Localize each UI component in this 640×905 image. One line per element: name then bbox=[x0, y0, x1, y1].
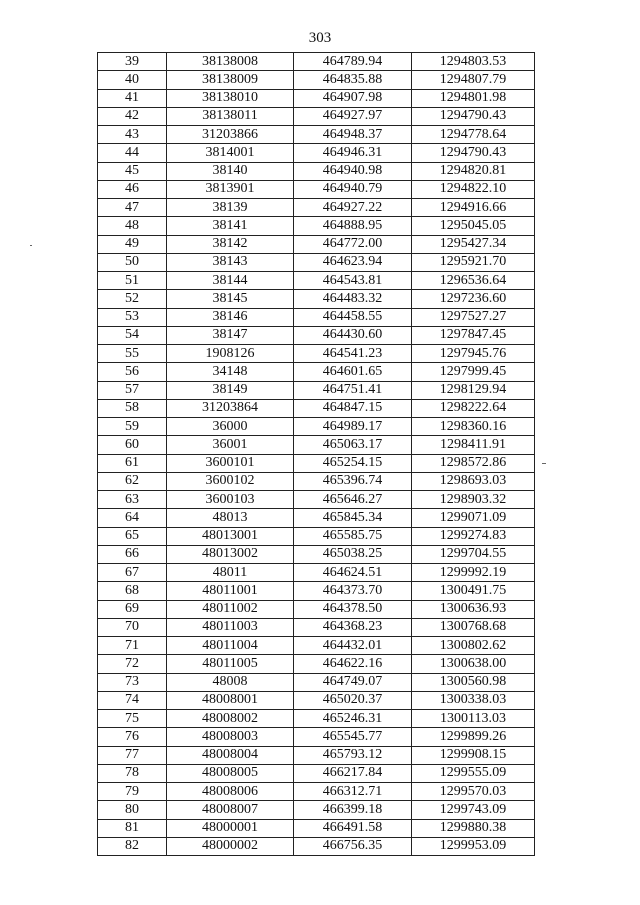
point-id-cell: 38144 bbox=[167, 272, 294, 290]
row-index-cell: 77 bbox=[98, 746, 167, 764]
row-index-cell: 42 bbox=[98, 107, 167, 125]
y-coordinate-cell: 1298360.16 bbox=[412, 418, 535, 436]
point-id-cell: 38142 bbox=[167, 235, 294, 253]
table-row bbox=[98, 673, 535, 691]
table-row bbox=[98, 381, 535, 399]
y-coordinate-cell: 1299570.03 bbox=[412, 783, 535, 801]
row-index-cell: 78 bbox=[98, 764, 167, 782]
y-coordinate-cell: 1299071.09 bbox=[412, 509, 535, 527]
row-index-cell: 73 bbox=[98, 673, 167, 691]
point-id-cell: 3600103 bbox=[167, 491, 294, 509]
x-coordinate-cell: 464940.98 bbox=[294, 162, 412, 180]
y-coordinate-cell: 1299743.09 bbox=[412, 801, 535, 819]
scan-speck bbox=[30, 245, 32, 246]
row-index-cell: 80 bbox=[98, 801, 167, 819]
point-id-cell: 31203864 bbox=[167, 399, 294, 417]
y-coordinate-cell: 1294820.81 bbox=[412, 162, 535, 180]
point-id-cell: 48008 bbox=[167, 673, 294, 691]
row-index-cell: 44 bbox=[98, 144, 167, 162]
x-coordinate-cell: 466312.71 bbox=[294, 783, 412, 801]
row-index-cell: 52 bbox=[98, 290, 167, 308]
y-coordinate-cell: 1300491.75 bbox=[412, 582, 535, 600]
row-index-cell: 45 bbox=[98, 162, 167, 180]
point-id-cell: 38147 bbox=[167, 326, 294, 344]
y-coordinate-cell: 1298411.91 bbox=[412, 436, 535, 454]
row-index-cell: 79 bbox=[98, 783, 167, 801]
row-index-cell: 60 bbox=[98, 436, 167, 454]
row-index-cell: 68 bbox=[98, 582, 167, 600]
x-coordinate-cell: 465020.37 bbox=[294, 691, 412, 709]
x-coordinate-cell: 464772.00 bbox=[294, 235, 412, 253]
point-id-cell: 48008005 bbox=[167, 764, 294, 782]
row-index-cell: 65 bbox=[98, 527, 167, 545]
x-coordinate-cell: 464907.98 bbox=[294, 89, 412, 107]
table-row bbox=[98, 728, 535, 746]
y-coordinate-cell: 1298572.86 bbox=[412, 454, 535, 472]
x-coordinate-cell: 465793.12 bbox=[294, 746, 412, 764]
point-id-cell: 38138011 bbox=[167, 107, 294, 125]
x-coordinate-cell: 464847.15 bbox=[294, 399, 412, 417]
row-index-cell: 70 bbox=[98, 618, 167, 636]
x-coordinate-cell: 464543.81 bbox=[294, 272, 412, 290]
table-row bbox=[98, 272, 535, 290]
y-coordinate-cell: 1294803.53 bbox=[412, 53, 535, 71]
x-coordinate-cell: 464888.95 bbox=[294, 217, 412, 235]
y-coordinate-cell: 1299953.09 bbox=[412, 837, 535, 855]
point-id-cell: 48008006 bbox=[167, 783, 294, 801]
table-row bbox=[98, 746, 535, 764]
row-index-cell: 43 bbox=[98, 126, 167, 144]
point-id-cell: 38146 bbox=[167, 308, 294, 326]
point-id-cell: 38141 bbox=[167, 217, 294, 235]
point-id-cell: 48011005 bbox=[167, 655, 294, 673]
y-coordinate-cell: 1297999.45 bbox=[412, 363, 535, 381]
point-id-cell: 48008002 bbox=[167, 710, 294, 728]
y-coordinate-cell: 1299555.09 bbox=[412, 764, 535, 782]
row-index-cell: 53 bbox=[98, 308, 167, 326]
x-coordinate-cell: 465063.17 bbox=[294, 436, 412, 454]
x-coordinate-cell: 465646.27 bbox=[294, 491, 412, 509]
row-index-cell: 48 bbox=[98, 217, 167, 235]
row-index-cell: 66 bbox=[98, 545, 167, 563]
table-row bbox=[98, 637, 535, 655]
point-id-cell: 48013001 bbox=[167, 527, 294, 545]
table-row bbox=[98, 655, 535, 673]
y-coordinate-cell: 1299899.26 bbox=[412, 728, 535, 746]
coordinates-table bbox=[97, 52, 535, 856]
point-id-cell: 34148 bbox=[167, 363, 294, 381]
point-id-cell: 48008007 bbox=[167, 801, 294, 819]
x-coordinate-cell: 464541.23 bbox=[294, 345, 412, 363]
x-coordinate-cell: 464948.37 bbox=[294, 126, 412, 144]
y-coordinate-cell: 1296536.64 bbox=[412, 272, 535, 290]
row-index-cell: 41 bbox=[98, 89, 167, 107]
row-index-cell: 81 bbox=[98, 819, 167, 837]
y-coordinate-cell: 1299704.55 bbox=[412, 545, 535, 563]
table-row bbox=[98, 764, 535, 782]
row-index-cell: 75 bbox=[98, 710, 167, 728]
x-coordinate-cell: 464378.50 bbox=[294, 600, 412, 618]
y-coordinate-cell: 1300768.68 bbox=[412, 618, 535, 636]
x-coordinate-cell: 464432.01 bbox=[294, 637, 412, 655]
table-row bbox=[98, 53, 535, 71]
point-id-cell: 3600101 bbox=[167, 454, 294, 472]
row-index-cell: 55 bbox=[98, 345, 167, 363]
table-row bbox=[98, 326, 535, 344]
table-row bbox=[98, 235, 535, 253]
y-coordinate-cell: 1299274.83 bbox=[412, 527, 535, 545]
table-row bbox=[98, 618, 535, 636]
point-id-cell: 3813901 bbox=[167, 180, 294, 198]
x-coordinate-cell: 464989.17 bbox=[294, 418, 412, 436]
x-coordinate-cell: 464430.60 bbox=[294, 326, 412, 344]
point-id-cell: 38139 bbox=[167, 199, 294, 217]
row-index-cell: 56 bbox=[98, 363, 167, 381]
table-row bbox=[98, 144, 535, 162]
point-id-cell: 38145 bbox=[167, 290, 294, 308]
point-id-cell: 1908126 bbox=[167, 345, 294, 363]
page-number: 303 bbox=[308, 30, 332, 46]
y-coordinate-cell: 1300802.62 bbox=[412, 637, 535, 655]
y-coordinate-cell: 1300338.03 bbox=[412, 691, 535, 709]
point-id-cell: 48008001 bbox=[167, 691, 294, 709]
y-coordinate-cell: 1298129.94 bbox=[412, 381, 535, 399]
y-coordinate-cell: 1294807.79 bbox=[412, 71, 535, 89]
y-coordinate-cell: 1295427.34 bbox=[412, 235, 535, 253]
row-index-cell: 74 bbox=[98, 691, 167, 709]
x-coordinate-cell: 465845.34 bbox=[294, 509, 412, 527]
x-coordinate-cell: 464624.51 bbox=[294, 564, 412, 582]
row-index-cell: 54 bbox=[98, 326, 167, 344]
row-index-cell: 39 bbox=[98, 53, 167, 71]
x-coordinate-cell: 466399.18 bbox=[294, 801, 412, 819]
y-coordinate-cell: 1298693.03 bbox=[412, 472, 535, 490]
table-row bbox=[98, 472, 535, 490]
table-row bbox=[98, 819, 535, 837]
point-id-cell: 36001 bbox=[167, 436, 294, 454]
row-index-cell: 82 bbox=[98, 837, 167, 855]
table-row bbox=[98, 582, 535, 600]
y-coordinate-cell: 1294916.66 bbox=[412, 199, 535, 217]
table-row bbox=[98, 527, 535, 545]
point-id-cell: 48011 bbox=[167, 564, 294, 582]
table-row bbox=[98, 691, 535, 709]
table-row bbox=[98, 290, 535, 308]
y-coordinate-cell: 1298222.64 bbox=[412, 399, 535, 417]
table-row bbox=[98, 509, 535, 527]
y-coordinate-cell: 1299908.15 bbox=[412, 746, 535, 764]
x-coordinate-cell: 464751.41 bbox=[294, 381, 412, 399]
table-row bbox=[98, 454, 535, 472]
row-index-cell: 47 bbox=[98, 199, 167, 217]
row-index-cell: 40 bbox=[98, 71, 167, 89]
row-index-cell: 69 bbox=[98, 600, 167, 618]
row-index-cell: 63 bbox=[98, 491, 167, 509]
y-coordinate-cell: 1294801.98 bbox=[412, 89, 535, 107]
point-id-cell: 38138008 bbox=[167, 53, 294, 71]
table-row bbox=[98, 199, 535, 217]
x-coordinate-cell: 465396.74 bbox=[294, 472, 412, 490]
y-coordinate-cell: 1299992.19 bbox=[412, 564, 535, 582]
coordinates-table-body bbox=[98, 53, 535, 856]
row-index-cell: 67 bbox=[98, 564, 167, 582]
x-coordinate-cell: 464940.79 bbox=[294, 180, 412, 198]
point-id-cell: 38138009 bbox=[167, 71, 294, 89]
y-coordinate-cell: 1297236.60 bbox=[412, 290, 535, 308]
point-id-cell: 48011003 bbox=[167, 618, 294, 636]
point-id-cell: 48000002 bbox=[167, 837, 294, 855]
row-index-cell: 50 bbox=[98, 253, 167, 271]
y-coordinate-cell: 1294778.64 bbox=[412, 126, 535, 144]
x-coordinate-cell: 464458.55 bbox=[294, 308, 412, 326]
x-coordinate-cell: 464368.23 bbox=[294, 618, 412, 636]
table-row bbox=[98, 217, 535, 235]
x-coordinate-cell: 465254.15 bbox=[294, 454, 412, 472]
table-row bbox=[98, 180, 535, 198]
point-id-cell: 48013 bbox=[167, 509, 294, 527]
table-row bbox=[98, 600, 535, 618]
x-coordinate-cell: 465585.75 bbox=[294, 527, 412, 545]
x-coordinate-cell: 464789.94 bbox=[294, 53, 412, 71]
y-coordinate-cell: 1298903.32 bbox=[412, 491, 535, 509]
x-coordinate-cell: 466756.35 bbox=[294, 837, 412, 855]
x-coordinate-cell: 466491.58 bbox=[294, 819, 412, 837]
row-index-cell: 46 bbox=[98, 180, 167, 198]
point-id-cell: 48011002 bbox=[167, 600, 294, 618]
table-row bbox=[98, 363, 535, 381]
row-index-cell: 76 bbox=[98, 728, 167, 746]
x-coordinate-cell: 466217.84 bbox=[294, 764, 412, 782]
y-coordinate-cell: 1297847.45 bbox=[412, 326, 535, 344]
point-id-cell: 48008004 bbox=[167, 746, 294, 764]
scan-speck bbox=[542, 463, 546, 464]
x-coordinate-cell: 464927.97 bbox=[294, 107, 412, 125]
table-row bbox=[98, 107, 535, 125]
x-coordinate-cell: 465038.25 bbox=[294, 545, 412, 563]
table-row bbox=[98, 399, 535, 417]
table-row bbox=[98, 783, 535, 801]
row-index-cell: 59 bbox=[98, 418, 167, 436]
row-index-cell: 71 bbox=[98, 637, 167, 655]
row-index-cell: 49 bbox=[98, 235, 167, 253]
y-coordinate-cell: 1294822.10 bbox=[412, 180, 535, 198]
table-row bbox=[98, 564, 535, 582]
table-row bbox=[98, 126, 535, 144]
table-row bbox=[98, 436, 535, 454]
point-id-cell: 48013002 bbox=[167, 545, 294, 563]
table-row bbox=[98, 71, 535, 89]
y-coordinate-cell: 1297945.76 bbox=[412, 345, 535, 363]
x-coordinate-cell: 464373.70 bbox=[294, 582, 412, 600]
table-row bbox=[98, 89, 535, 107]
x-coordinate-cell: 464946.31 bbox=[294, 144, 412, 162]
x-coordinate-cell: 464483.32 bbox=[294, 290, 412, 308]
row-index-cell: 58 bbox=[98, 399, 167, 417]
point-id-cell: 48011004 bbox=[167, 637, 294, 655]
y-coordinate-cell: 1300636.93 bbox=[412, 600, 535, 618]
point-id-cell: 38138010 bbox=[167, 89, 294, 107]
point-id-cell: 48008003 bbox=[167, 728, 294, 746]
row-index-cell: 51 bbox=[98, 272, 167, 290]
table-row bbox=[98, 418, 535, 436]
x-coordinate-cell: 464835.88 bbox=[294, 71, 412, 89]
table-row bbox=[98, 253, 535, 271]
x-coordinate-cell: 464622.16 bbox=[294, 655, 412, 673]
point-id-cell: 38143 bbox=[167, 253, 294, 271]
point-id-cell: 38140 bbox=[167, 162, 294, 180]
point-id-cell: 3600102 bbox=[167, 472, 294, 490]
row-index-cell: 61 bbox=[98, 454, 167, 472]
table-row bbox=[98, 162, 535, 180]
table-row bbox=[98, 837, 535, 855]
point-id-cell: 38149 bbox=[167, 381, 294, 399]
y-coordinate-cell: 1294790.43 bbox=[412, 107, 535, 125]
y-coordinate-cell: 1297527.27 bbox=[412, 308, 535, 326]
x-coordinate-cell: 464749.07 bbox=[294, 673, 412, 691]
row-index-cell: 57 bbox=[98, 381, 167, 399]
x-coordinate-cell: 464623.94 bbox=[294, 253, 412, 271]
point-id-cell: 3814001 bbox=[167, 144, 294, 162]
point-id-cell: 48011001 bbox=[167, 582, 294, 600]
x-coordinate-cell: 465246.31 bbox=[294, 710, 412, 728]
table-row bbox=[98, 345, 535, 363]
table-row bbox=[98, 710, 535, 728]
table-row bbox=[98, 545, 535, 563]
table-row bbox=[98, 801, 535, 819]
y-coordinate-cell: 1295045.05 bbox=[412, 217, 535, 235]
y-coordinate-cell: 1299880.38 bbox=[412, 819, 535, 837]
y-coordinate-cell: 1300638.00 bbox=[412, 655, 535, 673]
point-id-cell: 36000 bbox=[167, 418, 294, 436]
x-coordinate-cell: 464927.22 bbox=[294, 199, 412, 217]
point-id-cell: 31203866 bbox=[167, 126, 294, 144]
table-row bbox=[98, 491, 535, 509]
row-index-cell: 62 bbox=[98, 472, 167, 490]
y-coordinate-cell: 1294790.43 bbox=[412, 144, 535, 162]
y-coordinate-cell: 1300113.03 bbox=[412, 710, 535, 728]
x-coordinate-cell: 464601.65 bbox=[294, 363, 412, 381]
x-coordinate-cell: 465545.77 bbox=[294, 728, 412, 746]
row-index-cell: 64 bbox=[98, 509, 167, 527]
row-index-cell: 72 bbox=[98, 655, 167, 673]
table-row bbox=[98, 308, 535, 326]
y-coordinate-cell: 1295921.70 bbox=[412, 253, 535, 271]
point-id-cell: 48000001 bbox=[167, 819, 294, 837]
y-coordinate-cell: 1300560.98 bbox=[412, 673, 535, 691]
